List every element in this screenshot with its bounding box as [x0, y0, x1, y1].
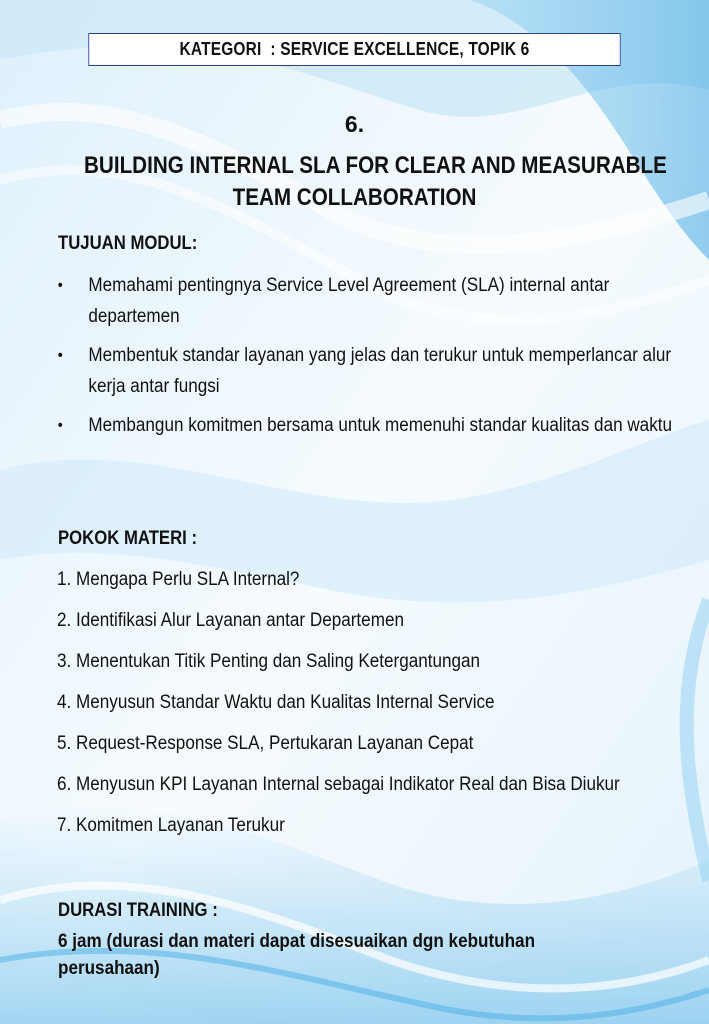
- materials-list: [57, 566, 682, 853]
- list-item: [56, 340, 700, 402]
- list-item: [56, 270, 700, 332]
- list-item: 3. Menentukan Titik Penting dan Saling Ketergantungan: [57, 651, 481, 672]
- module-title-line-2: TEAM COLLABORATION: [232, 184, 477, 211]
- objectives-list: [56, 270, 696, 449]
- topic-number: 6.: [344, 111, 365, 137]
- objective-text: Membangun komitmen bersama untuk memenuhi standar kualitas dan waktu: [88, 415, 673, 436]
- list-item: 7. Komitmen Layanan Terukur: [57, 815, 285, 836]
- objectives-heading: TUJUAN MODUL:: [58, 233, 198, 254]
- list-item: 4. Menyusun Standar Waktu dan Kualitas Internal Service: [57, 692, 495, 713]
- duration-text: 6 jam (durasi dan materi dapat disesuaikan dgn kebutuhan perusahaan): [58, 931, 536, 979]
- duration-heading: DURASI TRAINING :: [58, 900, 218, 921]
- bullet-icon: •: [57, 277, 63, 294]
- module-title: [84, 150, 667, 214]
- list-item: 2. Identifikasi Alur Layanan antar Departemen: [57, 610, 404, 631]
- module-title-line-1: BUILDING INTERNAL SLA FOR CLEAR AND MEASURABLE: [84, 152, 667, 179]
- list-item: 6. Menyusun KPI Layanan Internal sebagai Indikator Real dan Bisa Diukur: [57, 774, 620, 795]
- bullet-icon: •: [57, 347, 63, 364]
- materials-heading: POKOK MATERI :: [58, 528, 198, 549]
- category-header: KATEGORI : SERVICE EXCELLENCE, TOPIK 6: [88, 33, 620, 66]
- bullet-icon: •: [57, 417, 63, 434]
- objective-text: Memahami pentingnya Service Level Agreement (SLA) internal antar departemen: [88, 275, 610, 327]
- list-item: [56, 410, 700, 441]
- list-item: 5. Request-Response SLA, Pertukaran Layanan Cepat: [57, 733, 474, 754]
- list-item: 1. Mengapa Perlu SLA Internal?: [57, 569, 300, 590]
- objective-text: Membentuk standar layanan yang jelas dan terukur untuk memperlancar alur kerja antar fungsi: [88, 345, 672, 397]
